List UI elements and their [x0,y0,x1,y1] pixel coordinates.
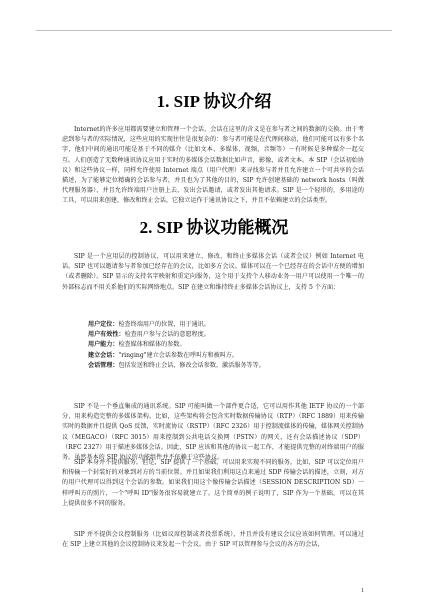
section-2-paragraph-4: SIP 并不提供会议控制服务（比如议席控制或者投票系统），并且并没有建议会议应该如何管理。可以通过在 SIP 上建立其他的会议控制协议来发起一个会议。由于 SIP 可以管理参与会议的各方的会话， [62,531,364,549]
header-rule [36,30,392,31]
feature-term: 会话管理： [88,361,119,369]
list-item [88,351,364,361]
section-2-title: 2. SIP 协议功能概况 [139,218,289,237]
feature-desc: "ringing"建立会话参数在呼叫方和被叫方。 [118,351,238,359]
section-2-paragraph-3: SIP 本身并不提供服务。但是，SIP 提供了一个基础，可以用来实现不同的服务。比如，SIP 可以定位用户和传输一个封装好的对象到对方的当前位置。并且如果我们利用这点来通过 SDP 传输会话的描述，立刻，对方的用户代理可以得到这个会话的参数。如果我们用这个像传输会话描述（SESSION DESCRIPTION SD）一样呼叫方的照片，一个"呼叫 ID"服务很容易就建立了。这个简单的例子说明了，SIP 作为一个基础，可以在其上提供很多不同的服务。 [62,459,364,507]
list-item [88,320,364,330]
section-1-paragraph: Internet的许多应用都需要建立和管理一个会话，会话在这里的含义是在参与者之间的数据的交换。由于考虑到参与者的实际情况，这些应用的实现往往是很复杂的：参与者可能是在代理间移动，他们可能可以有多个名字，他们中间的通讯可能是基于不同的媒介（比如文本、多媒体，视频，音频等）－有时候是多种媒介一起交互。人们创造了无数种通讯协议应用于实时的多媒体会话数据比如声音，影像，或者文本。本 SIP（会话初始协议）和这些协议一样，同样允许使用 Internet 端点（用户代理）来寻找参与者并且允许建立一个可共享的会话描述，为了能够定位精确的会话参与者，并且也为了其他的目的，SIP 允许创建基础的 network hosts（叫做代理服务器），并且允许终端用户注册上去，发出会话邀请，或者发出其他请求。SIP 是一个轻形的，多用途的工具，可以用来创建，修改和终止会话，它独立运作于通讯协议之下，并且不依赖建立的会话类型。 [62,126,364,205]
feature-desc: 检查终端用户的位置，用于通讯。 [118,321,210,328]
feature-desc: 检查媒体和媒体的参数。 [118,341,186,349]
feature-desc: 包括发送和终止会话，修改会话参数，激活服务等等。 [118,361,265,369]
list-item [88,340,364,350]
section-2-paragraph-2: SIP 不是一个垂直集成的通讯系统。SIP 可能叫做一个部件更合适，它可以用作其他 IETF 协议的一个部分，用来构造完整的多媒体架构。比如，这些架构将会包含实时数据传输协议（RTP）（RFC 1889）用来传输实时的数据并且提供 QoS 反馈，实时流协议（RSTP）（RFC 2326）用于控制流媒体的传输，媒体网关控制协议（MEGACO）（RFC 3015）用来控制到公共电话交换网（PSTN）的网关，还有会话描述协议（SDP）（RFC 2327）用于描述多媒体会话。因此，SIP 应该和其他的协议一起工作，才能提供完整的对终端用户的服务。虽然基本的 SIP 协议的功能组件并不依赖于这些协议。 [62,403,364,462]
list-item [88,361,364,371]
feature-list [88,320,364,371]
feature-term: 用户定位： [88,321,119,328]
feature-desc: 检查用户参与会话的意愿程度。 [124,331,210,339]
feature-term: 用户有效性： [88,331,125,339]
feature-term: 建立会话： [88,351,119,359]
section-2-intro: SIP 是一个应用层的控制协议，可以用来建立、修改、和终止多媒体会话（或者会议）例如 Internet 电话。SIP 也可以邀请参与者参加已经存在的会议，比如多方会议。媒体可以在一个已经存在的会话中方便的增加（或者删除）。SIP 显示的支持名字映射和重定向服务，这个用于支持个人移动业务一用户可以使用一个唯一的外部标志而不用关系他们的实际网络地点。SIP 在建立和维持终止多媒体会话协议上，支持 5 个方面： [62,253,364,291]
list-item [88,330,364,340]
section-1-title: 1. SIP 协议介绍 [156,92,272,111]
feature-term: 用户能力： [88,341,119,349]
page-number: 1 [361,588,364,594]
